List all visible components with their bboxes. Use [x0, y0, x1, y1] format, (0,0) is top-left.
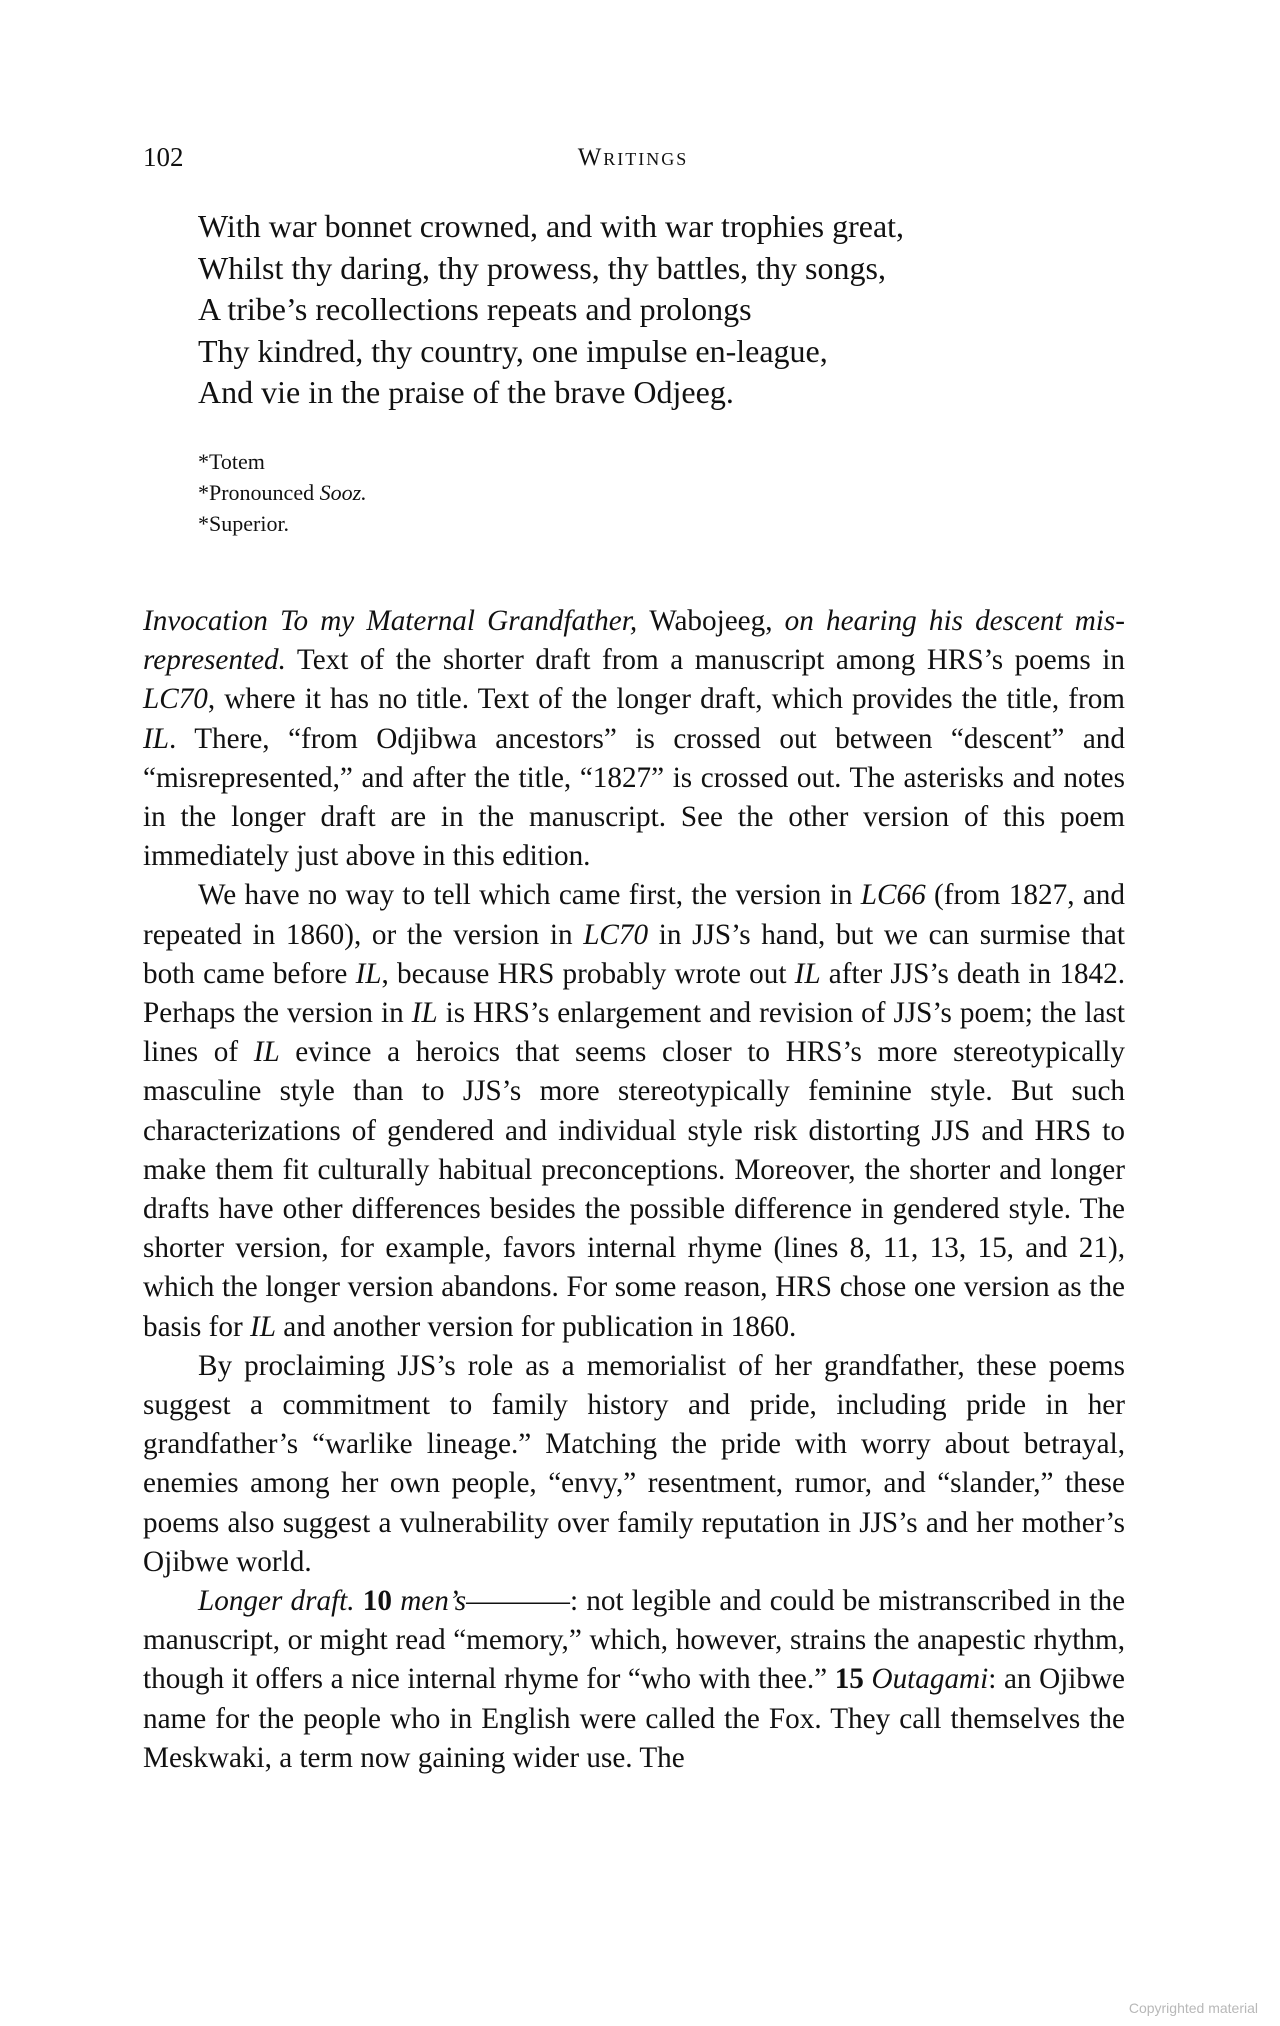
poem-line: A tribe’s recollections repeats and prolongs: [198, 291, 752, 327]
text-run: , where it has no title. Text of the longer draft, which provides the title, from: [207, 683, 1125, 716]
paragraph-invocation: [143, 602, 1125, 876]
copyright-watermark: Copyrighted material: [1128, 2000, 1258, 2016]
text-run: (from 1827, and repeated in 1860), or the version in: [143, 879, 1125, 951]
note-pronounced-prefix: *Pronounced: [198, 480, 320, 505]
paragraph-memorialist: By proclaiming JJS’s role as a memorialist of her grandfather, these poems suggest a commitment to family history and pride, including pride in her grandfather’s “warlike lineage.” Matching the pride with worry about betrayal, enemies among her own people, “envy,” resentment, rumor, and “slander,” these poems also suggest a vulnerability over family reputation in JJS’s and her mother’s Ojibwe world.: [143, 1349, 1125, 1578]
poem-line: Thy kindred, thy country, one impulse en-league,: [198, 332, 828, 369]
draft-label: Longer draft.: [198, 1585, 355, 1618]
commentary: [143, 602, 1125, 1778]
text-run: is HRS’s enlargement and revision of JJS’s poem; the last lines of: [143, 997, 1125, 1069]
running-title: Writings: [577, 144, 689, 171]
text-run: and another version for publication in 1860.: [275, 1310, 797, 1343]
source-abbrev: IL: [355, 957, 382, 990]
source-abbrev: LC70: [143, 683, 208, 716]
text-run: evince a heroics that seems closer to HRS’s more stereotypically masculine style than to JJS’s more stereotypically feminine style. But such characterizations of gendered and individual style risk distorting JJS and HRS to make them fit culturally habitual preconceptions. Moreover, the shorter and longer drafts have other differences besides the possible difference in gendered style. The shorter version, for example, favors internal rhyme (lines 8, 11, 13, 15, and 21), which the longer version abandons. For some reason, HRS chose one version as the basis for: [143, 1036, 1125, 1343]
text-run: Text of the shorter draft from a manuscript among HRS’s poems in: [285, 644, 1125, 677]
poem-title: Invocation To my Maternal Grandfather,: [143, 605, 650, 637]
poem-notes: [198, 446, 367, 539]
text-run: : an Ojibwe name for the people who in English were called the Fox. They call themselves the Meskwaki, a term now gaining wider use. The: [143, 1663, 1126, 1774]
note-superior: *Superior.: [198, 511, 290, 536]
source-abbrev: IL: [411, 997, 438, 1030]
poem-title-end: on hearing his descent mis-represented.: [143, 605, 1125, 677]
glossed-term: Outagami: [871, 1663, 989, 1696]
line-number: 15: [834, 1663, 864, 1696]
source-abbrev: IL: [250, 1310, 276, 1343]
text-run: , because HRS probably wrote out: [381, 957, 795, 990]
poem-line: Whilst thy daring, thy prowess, thy battles, thy songs,: [198, 249, 886, 286]
source-abbrev: LC66: [860, 879, 926, 912]
running-head: [143, 142, 1123, 182]
text-run: . There, “from Odjibwa ancestors” is crossed out between “descent” and “misrepresented,” and after the title, “1827” is crossed out. The asterisks and notes in the longer draft are in the manuscript. See the other version of this poem immediately just above in this edition.: [143, 722, 1125, 873]
glossed-term: men’s————: [400, 1585, 570, 1618]
source-abbrev: IL: [794, 957, 821, 990]
paragraph-longer-draft: [143, 1582, 1125, 1778]
poem-title-name: Wabojeeg,: [649, 605, 785, 637]
source-abbrev: IL: [143, 722, 169, 755]
source-abbrev: IL: [253, 1036, 280, 1069]
poem-line: And vie in the praise of the brave Odjeeg.: [198, 374, 734, 410]
text-run: : not legible and could be mistranscribed in the manuscript, or might read “memory,” which, however, strains the anapestic rhythm, though it offers a nice internal rhyme for “who with thee.”: [143, 1585, 1126, 1696]
page-number: 102: [143, 142, 184, 172]
source-abbrev: LC70: [583, 918, 649, 951]
poem-stanza: [198, 206, 904, 414]
note-totem: *Totem: [198, 449, 265, 474]
text-run: We have no way to tell which came first, the version in: [198, 879, 861, 912]
text-run: after JJS’s death in 1842. Perhaps the version in: [143, 957, 1125, 1030]
poem-line: With war bonnet crowned, and with war trophies great,: [198, 208, 905, 244]
paragraph-versions: [143, 876, 1125, 1346]
line-number: 10: [362, 1585, 392, 1618]
text-run: in JJS’s hand, but we can surmise that both came before: [143, 918, 1125, 990]
note-pronounced-word: Sooz.: [319, 480, 367, 505]
note-pronounced: [198, 477, 367, 508]
